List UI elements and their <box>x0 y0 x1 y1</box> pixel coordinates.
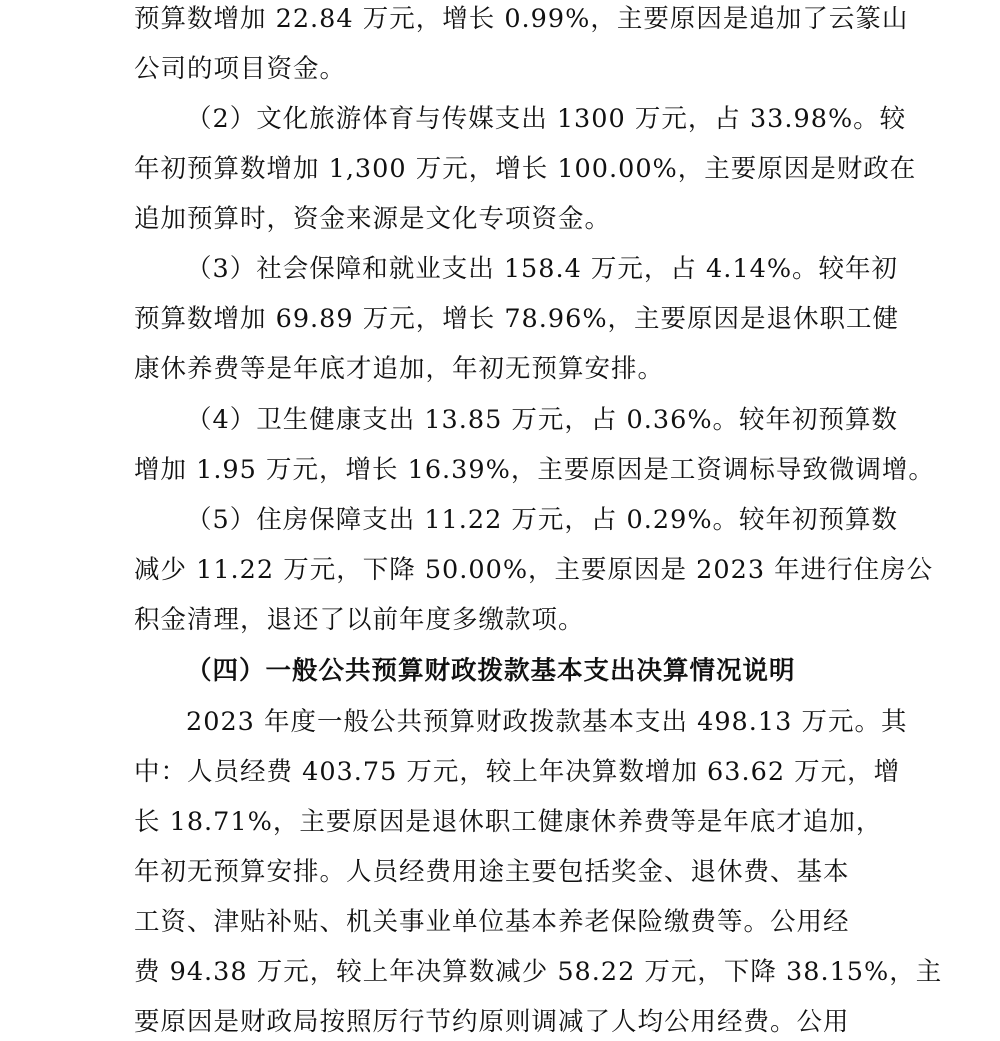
paragraph-line: 公司的项目资金。 <box>134 54 347 84</box>
paragraph-line: 中：人员经费 403.75 万元，较上年决算数增加 63.62 万元，增 <box>134 757 901 787</box>
paragraph-line: 预算数增加 69.89 万元，增长 78.96%，主要原因是退休职工健 <box>134 304 900 334</box>
section-heading: （四）一般公共预算财政拨款基本支出决算情况说明 <box>186 656 796 686</box>
paragraph-line: 增加 1.95 万元，增长 16.39%，主要原因是工资调标导致微调增。 <box>134 455 935 485</box>
paragraph-line: 工资、津贴补贴、机关事业单位基本养老保险缴费等。公用经 <box>134 907 850 937</box>
paragraph-line: 费 94.38 万元，较上年决算数减少 58.22 万元，下降 38.15%，主 <box>134 957 943 987</box>
paragraph-first-line: （4）卫生健康支出 13.85 万元，占 0.36%。较年初预算数 <box>186 405 899 435</box>
paragraph-line: 要原因是财政局按照厉行节约原则调减了人均公用经费。公用 <box>134 1007 850 1037</box>
paragraph-line: 减少 11.22 万元，下降 50.00%，主要原因是 2023 年进行住房公 <box>134 555 934 585</box>
paragraph-line: 追加预算时，资金来源是文化专项资金。 <box>134 204 612 234</box>
paragraph-first-line: （2）文化旅游体育与传媒支出 1300 万元，占 33.98%。较 <box>186 104 907 134</box>
paragraph-line: 预算数增加 22.84 万元，增长 0.99%，主要原因是追加了云篆山 <box>134 4 909 34</box>
paragraph-line: 年初预算数增加 1,300 万元，增长 100.00%，主要原因是财政在 <box>134 154 917 184</box>
paragraph-first-line: （3）社会保障和就业支出 158.4 万元，占 4.14%。较年初 <box>186 254 899 284</box>
paragraph-line: 长 18.71%，主要原因是退休职工健康休养费等是年底才追加， <box>134 807 883 837</box>
paragraph-line: 康休养费等是年底才追加，年初无预算安排。 <box>134 354 665 384</box>
paragraph-line: 年初无预算安排。人员经费用途主要包括奖金、退休费、基本 <box>134 857 850 887</box>
paragraph-line: 积金清理，退还了以前年度多缴款项。 <box>134 605 585 635</box>
paragraph-first-line: （5）住房保障支出 11.22 万元，占 0.29%。较年初预算数 <box>186 505 899 535</box>
paragraph-first-line: 2023 年度一般公共预算财政拨款基本支出 498.13 万元。其 <box>186 707 908 737</box>
